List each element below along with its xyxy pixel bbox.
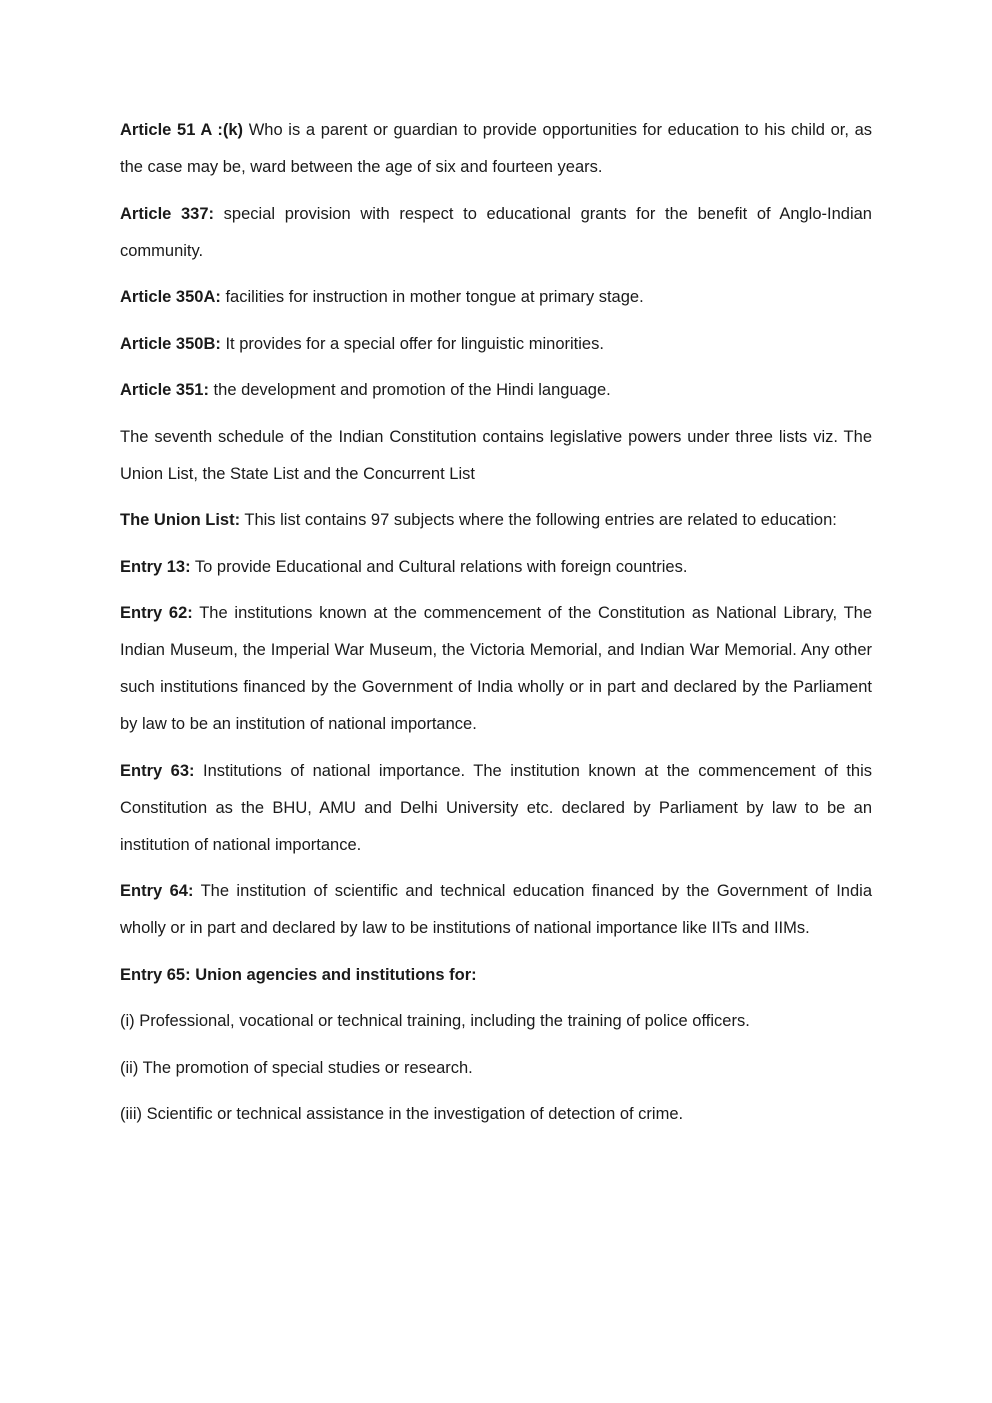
paragraph-article-350b [120, 326, 872, 363]
paragraph-body: To provide Educational and Cultural relations with foreign countries. [190, 557, 688, 576]
list-item-text: (ii) The promotion of special studies or research. [120, 1058, 473, 1077]
paragraph-seventh-schedule [120, 419, 872, 493]
paragraph-body: The seventh schedule of the Indian Constitution contains legislative powers under three lists viz. The Union List, the State List and the Concurrent List [120, 427, 872, 483]
paragraph-body: The institutions known at the commencement of the Constitution as National Library, The Indian Museum, the Imperial War Museum, the Victoria Memorial, and Indian War Memorial. Any other such institutions financed by the Government of India wholly or in part and declared by the Parliament by law to be an institution of national importance. [120, 604, 873, 733]
list-item-text: (iii) Scientific or technical assistance in the investigation of detection of crime. [120, 1105, 684, 1123]
paragraph-article-351 [120, 372, 872, 409]
paragraph-body: special provision with respect to educational grants for the benefit of Anglo-Indian community. [120, 204, 872, 260]
paragraph-article-350a [120, 279, 872, 316]
paragraph-heading: Entry 13: [120, 557, 191, 576]
paragraph-union-list [120, 502, 872, 539]
paragraph-entry-63 [120, 753, 872, 864]
paragraph-entry-65 [120, 957, 872, 994]
list-item-entry-65-iii [120, 1096, 872, 1133]
paragraph-body: This list contains 97 subjects where the following entries are related to education: [240, 511, 837, 529]
document-page [120, 112, 872, 1143]
paragraph-entry-64 [120, 873, 872, 947]
paragraph-heading: Article 350B: [120, 334, 221, 353]
paragraph-heading: Entry 63: [120, 761, 195, 780]
paragraph-heading: Article 351: [120, 381, 209, 399]
paragraph-heading: Entry 62: [120, 604, 193, 622]
paragraph-heading: The Union List: [120, 511, 241, 529]
paragraph-heading: Article 51 A :(k) [120, 121, 244, 139]
list-item-text: (i) Professional, vocational or technical training, including the training of police officers. [120, 1012, 750, 1030]
paragraph-body: Institutions of national importance. The institution known at the commencement of this Constitution as the BHU, AMU and Delhi University etc. declared by Parliament by law to be an institution of national importance. [120, 761, 873, 854]
paragraph-body: the development and promotion of the Hindi language. [208, 381, 611, 399]
list-item-entry-65-ii [120, 1050, 872, 1087]
paragraph-heading: Entry 65: Union agencies and institutions for: [120, 965, 477, 984]
paragraph-article-337 [120, 196, 872, 270]
paragraph-heading: Article 337: [120, 204, 215, 223]
paragraph-body: The institution of scientific and technical education financed by the Government of India wholly or in part and declared by law to be institutions of national importance like IITs and IIMs. [120, 882, 872, 937]
paragraph-body: It provides for a special offer for linguistic minorities. [220, 334, 604, 353]
paragraph-body: Who is a parent or guardian to provide opportunities for education to his child or, as the case may be, ward between the age of six and fourteen years. [120, 121, 873, 176]
paragraph-heading: Article 350A: [120, 288, 221, 306]
paragraph-entry-62 [120, 595, 872, 743]
paragraph-body: facilities for instruction in mother tongue at primary stage. [220, 288, 644, 306]
list-item-entry-65-i [120, 1003, 872, 1040]
paragraph-heading: Entry 64: [120, 882, 194, 900]
paragraph-entry-13 [120, 549, 872, 586]
paragraph-article-51a [120, 112, 872, 186]
